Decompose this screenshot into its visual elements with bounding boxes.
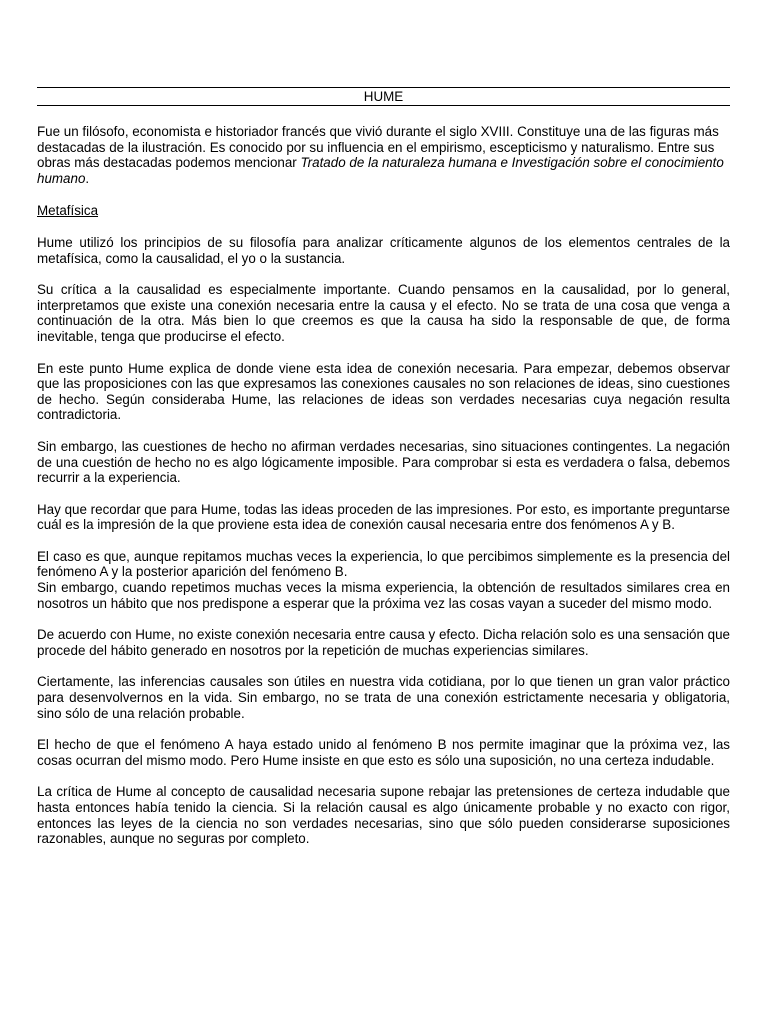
paragraph: El caso es que, aunque repitamos muchas veces la experiencia, lo que percibimos simplemente es la presencia del fenómeno A y la posterior aparición del fenómeno B. [37, 548, 730, 580]
paragraph: La crítica de Hume al concepto de causalidad necesaria supone rebajar las pretensiones de certeza indudable que hasta entonces había tenido la ciencia. Si la relación causal es algo únicamente probable y no exacto con rigor, entonces las leyes de la ciencia no son verdades necesarias, sino que sólo pueden considerarse suposiciones razonables, aunque no seguras por completo. [37, 784, 730, 847]
paragraph: El hecho de que el fenómeno A haya estado unido al fenómeno B nos permite imaginar que la próxima vez, las cosas ocurran del mismo modo. Pero Hume insiste en que esto es sólo una suposición, no una certeza indudable. [37, 737, 730, 768]
paragraph: De acuerdo con Hume, no existe conexión necesaria entre causa y efecto. Dicha relación solo es una sensación que procede del hábito generado en nosotros por la repetición de muchas experiencias similares. [37, 627, 731, 658]
intro-end: . [85, 170, 90, 186]
paragraph: Sin embargo, cuando repetimos muchas veces la misma experiencia, la obtención de resultados similares crea en nosotros un hábito que nos predispone a esperar que la próxima vez las cosas vayan a suceder del mismo modo. [37, 580, 730, 611]
document-body [37, 124, 730, 847]
paragraph: Sin embargo, las cuestiones de hecho no afirman verdades necesarias, sino situaciones contingentes. La negación de una cuestión de hecho no es algo lógicamente imposible. Para comprobar si esta es verdadera o falsa, debemos recurrir a la experiencia. [37, 438, 730, 486]
section-heading: Metafísica [37, 203, 99, 219]
paragraph: Ciertamente, las inferencias causales son útiles en nuestra vida cotidiana, por lo que tienen un gran valor práctico para desenvolvernos en la vida. Sin embargo, no se trata de una conexión estrictamente necesaria y obligatoria, sino sólo de una relación probable. [37, 674, 730, 721]
paragraph: Su crítica a la causalidad es especialmente importante. Cuando pensamos en la causalidad, por lo general, interpretamos que existe una conexión necesaria entre la causa y el efecto. No se trata de una cosa que venga a continuación de la otra. Más bien lo que creemos es que la causa ha sido la responsable de que, de forma inevitable, tenga que producirse el efecto. [37, 282, 730, 344]
intro-paragraph [37, 124, 730, 186]
paragraph: Hay que recordar que para Hume, todas las ideas proceden de las impresiones. Por esto, es importante preguntarse cuál es la impresión de la que proviene esta idea de conexión causal necesaria entre dos fenómenos A y B. [37, 501, 730, 533]
intro-text: Fue un filósofo, economista e historiador francés que vivió durante el siglo XVIII. Constituye una de las figuras más destacadas de la ilustración. Es conocido por su influencia en el empirismo, escepticismo y naturalismo. Entre sus obras más destacadas podemos mencionar [37, 124, 719, 171]
paragraph: Hume utilizó los principios de su filosofía para analizar críticamente algunos de los elementos centrales de la metafísica, como la causalidad, el yo o la sustancia. [37, 234, 730, 266]
document-title: HUME [37, 87, 730, 106]
paragraph: En este punto Hume explica de donde viene esta idea de conexión necesaria. Para empezar, debemos observar que las proposiciones con las que expresamos las conexiones causales no son relaciones de ideas, sino cuestiones de hecho. Según consideraba Hume, las relaciones de ideas son verdades necesarias cuya negación resulta contradictoria. [37, 360, 730, 423]
intro-works-italic: Tratado de la naturaleza humana e Investigación sobre el conocimiento humano [37, 155, 724, 186]
page-content [37, 87, 730, 863]
